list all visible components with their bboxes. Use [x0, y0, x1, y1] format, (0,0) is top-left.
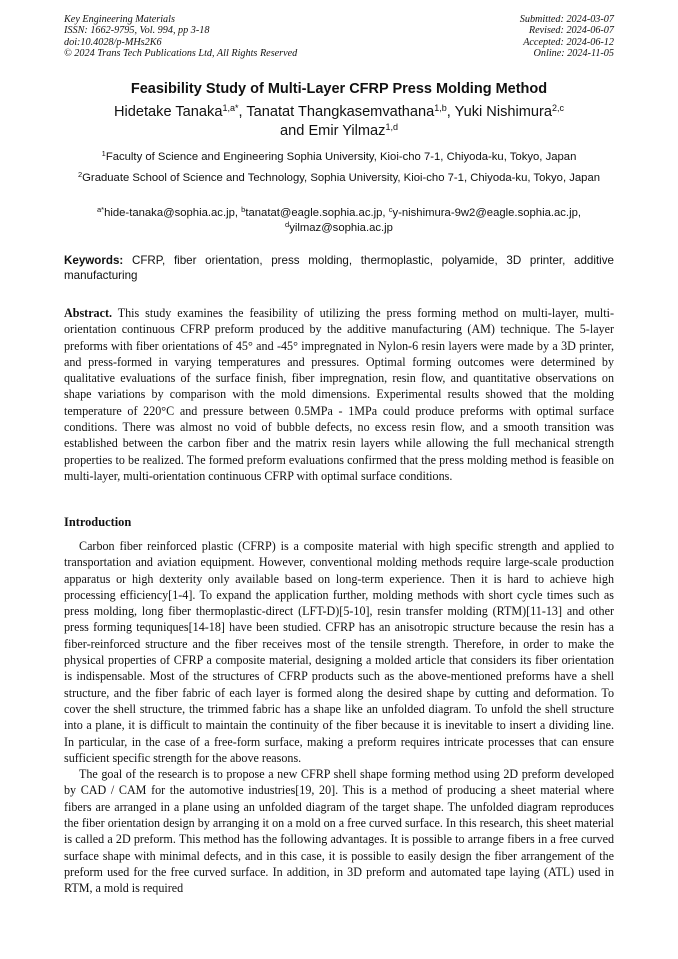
affiliation-1 [64, 150, 614, 165]
email-address: hide-tanaka@sophia.ac.jp, [104, 207, 239, 219]
introduction-body [64, 538, 614, 897]
introduction-heading: Introduction [64, 515, 132, 529]
email-mark: b [241, 205, 246, 214]
author-name: Tanatat Thangkasemvathana [246, 104, 435, 120]
affiliation-mark: 2 [77, 170, 83, 179]
accepted-date: Accepted: 2024-06-12 [523, 36, 614, 48]
email-address: tanatat@eagle.sophia.ac.jp, [245, 207, 386, 219]
author-emails [64, 206, 614, 236]
affiliation-mark: 1 [101, 149, 106, 158]
author-name: Yuki Nishimura [454, 104, 552, 120]
author-conjunction: and [280, 123, 305, 139]
online-date: Online: 2024-11-05 [533, 48, 614, 60]
keywords-text: CFRP, fiber orientation, press molding, thermoplastic, polyamide, 3D printer, additive manufacturing [64, 254, 614, 282]
author-affiliation-mark: 1,d [385, 122, 398, 132]
email-mark: c [388, 205, 393, 214]
author-name: Hidetake Tanaka [113, 104, 223, 120]
copyright: © 2024 Trans Tech Publications Ltd, All Rights Reserved [64, 48, 298, 60]
email-address: yilmaz@sophia.ac.jp [289, 221, 393, 234]
doi: doi:10.4028/p-MHs2K6 [64, 36, 162, 48]
author-affiliation-mark: 1,a* [222, 103, 239, 113]
email-mark: a* [96, 205, 105, 214]
introduction-paragraph-1: Carbon fiber reinforced plastic (CFRP) is a composite material with high specific strength and applied to transportation and aviation equipment. However, conventional molding methods require large-scale production apparatus or high dexterity only available based on long-term experience. Then it is hard to achieve high processing efficiency[1-4]. To expand the application further, molding methods with short cycle times such as press molding, long fiber thermoplastic-direct (LFT-D)[5-10], resin transfer molding (RTM)[11-13] and other press forming tequniques[14-18] have been studied. CFRP has an anisotropic structure because the resin has a fiber-reinforced structure and the fiber receives most of the tensile strength. Therefore, in order to make the physical properties of CFRP a composite material, designing a molded article that considers its fiber orientation is indispensable. Most of the structures of CFRP products such as the above-mentioned preforms have a shell structure, and the fiber fabric of each layer is formed along the desired shape by cutting and deformation. To cover the shell structure, the trimmed fabric has a shape like an unfolded diagram. To unfold the shell structure into a plane, it is difficult to maintain the continuity of the fiber because it is inevitable to insert a dividing line. In particular, in the case of a free-form surface, making a preform requires intricate processes that can ensure sufficient specific strength for the above reasons. [64, 539, 614, 765]
author-affiliation-mark: 2,c [551, 103, 564, 113]
abstract-text: This study examines the feasibility of utilizing the press forming method on multi-layer, multi-orientation continuous CFRP preform produced by the additive manufacturing (AM) technique. The 5-layer preforms with fiber orientations of 45° and -45° impregnated in Nylon-6 resin layers were made by a 3D printer, and press-formed in varying temperatures and pressures. Optimal forming outcomes were determined by qualitative evaluations of the surface finish, fiber impregnation, resin flow, and quantitative observations on shape variations by comparison with the mold dimensions. Experimental results showed that the molding temperature of 220°C and pressure between 0.5MPa - 1MPa could produce preforms with optimal surface conditions. There was almost no void of bubble defects, no excess resin flow, and a smooth transition was established between the carbon fiber and the matrix resin layers while allowing the full mechanical strength properties to be realized. The formed preform evaluations confirmed that the press molding method is feasible on multi-layer, multi-orientation continuous CFRP with optimal surface conditions. [64, 306, 615, 483]
affiliation-text: Graduate School of Science and Technology, Sophia University, Kioi-cho 7-1, Chiyoda-ku, Tokyo, Japan [82, 172, 601, 184]
issn: ISSN: 1662-9795, Vol. 994, pp 3-18 [64, 25, 210, 37]
author-list: Hidetake Tanaka$^{1,a*}$, Tanatat Thangkasemvathana$^{1,b}$, Yuki Nishimura$^{2,c}$ and Emir Yilmaz$^{1,d}$ [113, 103, 564, 139]
journal-name: Key Engineering Materials [64, 14, 175, 25]
journal-info [64, 14, 297, 60]
introduction-paragraph-2: The goal of the research is to propose a new CFRP shell shape forming method using 2D preform developed by CAD / CAM for the automotive industries[19, 20]. This is a method of producing a sheet material where fibers are arranged in a plane using an unfolded diagram of the target shape. The unfolded diagram reproduces the fiber orientation design by arranging it on a mold on a free curved surface. In this research, this sheet material is called a 2D preform. This method has the following advantages. It is possible to arrange fibers in a free curved surface shape with minimal defects, and in this case, it is possible to easily design the fiber arrangement of the preform used for the free curved surface. In addition, in 3D preform and automated tape laying (ATL) used in RTM, a mold is required [64, 767, 614, 896]
email-address: y-nishimura-9w2@eagle.sophia.ac.jp, [392, 207, 581, 219]
abstract [64, 305, 614, 484]
affiliation-2 [64, 171, 614, 186]
publication-dates [520, 14, 614, 60]
author-affiliation-mark: 1,b [434, 103, 447, 113]
paper-title: Feasibility Study of Multi-Layer CFRP Press Molding Method [130, 81, 548, 97]
keywords-label: Keywords: [64, 254, 124, 267]
author-name: Emir Yilmaz [308, 123, 386, 139]
keywords [64, 253, 614, 283]
abstract-label: Abstract. [64, 306, 113, 320]
revised-date: Revised: 2024-06-07 [528, 25, 614, 37]
affiliation-text: Faculty of Science and Engineering Sophia University, Kioi-cho 7-1, Chiyoda-ku, Tokyo, Japan [105, 151, 577, 163]
submitted-date: Submitted: 2024-03-07 [519, 14, 614, 25]
email-mark: d [285, 219, 290, 229]
